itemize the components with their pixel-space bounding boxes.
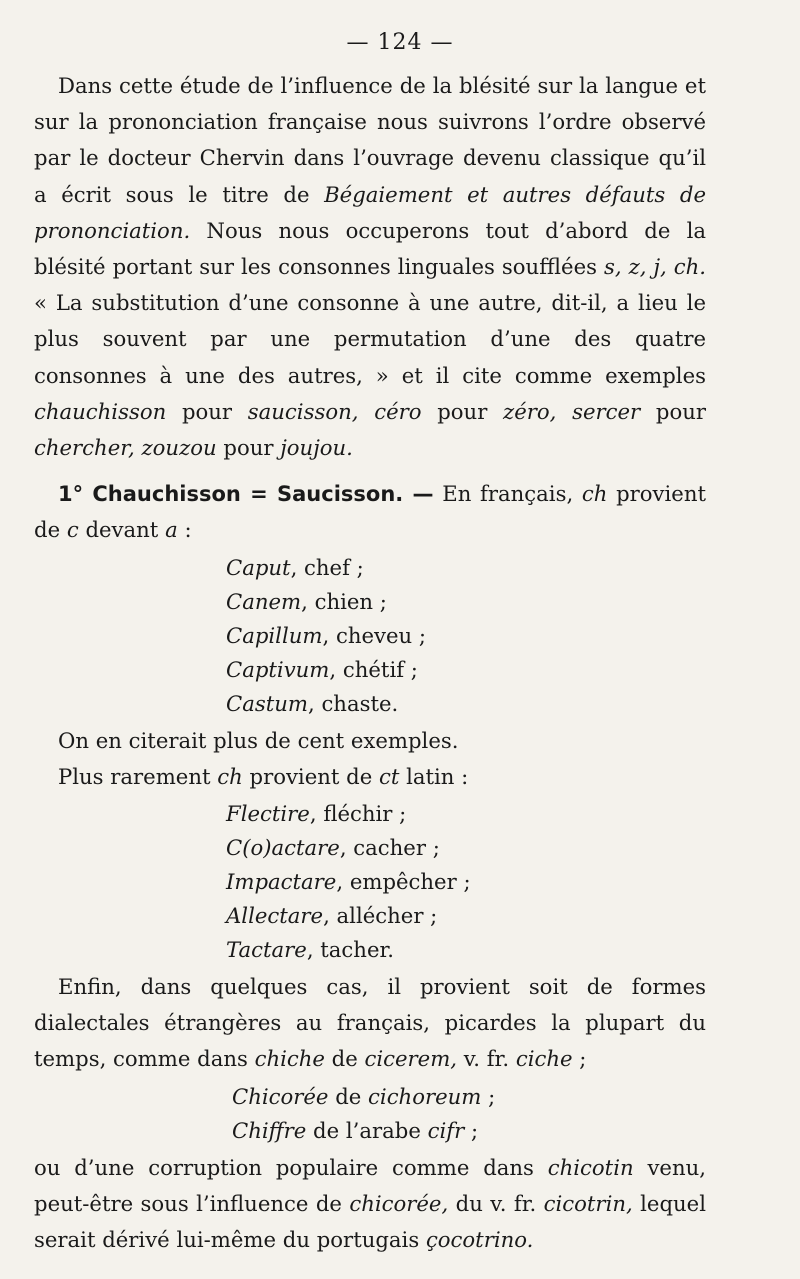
example-word: cicerem, [364,1046,458,1072]
example-word: cifr [427,1117,465,1143]
latin-word: Capillum [226,622,323,648]
latin-word: Caput [226,554,291,580]
section-paragraph [34,476,706,548]
example-word: joujou. [280,435,353,461]
example-line [232,1080,706,1114]
text-run: ; [481,1083,496,1109]
example-word: Chiffre [232,1117,307,1143]
letters: a [165,517,178,543]
example-word: zouzou [141,435,217,461]
example-word: chauchisson [34,398,167,424]
text-run: provient de [34,481,706,543]
example-line [226,619,706,653]
french-word: , chaste. [307,690,399,716]
example-line [226,551,706,585]
latin-word: Allectare [226,903,324,929]
latin-word: Canem [226,588,302,614]
example-word: chicorée, [349,1190,449,1216]
latin-word: Impactare [226,869,337,895]
text-run: ; [464,1117,479,1143]
example-line [226,797,706,831]
example-line [226,933,706,967]
letters: ch [581,481,608,507]
text-run: devant [78,517,166,543]
french-word: , cheveu ; [322,622,427,648]
text-run: latin : [399,763,469,789]
example-word: cicotrin, [543,1190,633,1216]
example-line [226,687,706,721]
text-run: du v. fr. [448,1190,544,1216]
text-run: venu, peut-être sous l’influence de [34,1154,706,1216]
text-run: v. fr. [457,1046,516,1072]
example-word: ciche [515,1046,573,1072]
example-word: saucisson, [247,398,359,424]
french-word: , allécher ; [323,903,438,929]
example-line [226,585,706,619]
section-heading: 1° Chauchisson = Saucisson. — [58,482,434,507]
text-run: provient de [242,763,379,789]
text-run [358,399,374,424]
example-word: chicotin [547,1154,634,1180]
example-word: sercer [572,398,641,424]
paragraph-dialect [34,969,706,1078]
text-run: Nous nous occuperons tout d’abord de la blésité portant sur les consonnes linguales soufflées [34,217,706,280]
page-number: — 124 — [346,30,454,55]
french-word: , chien ; [301,588,387,614]
paragraph-corruption [34,1150,706,1259]
letters: ct [378,763,400,789]
french-word: , chef ; [290,554,364,580]
example-line [226,865,706,899]
latin-word: Castum [226,690,308,716]
paragraph-ct [34,759,706,795]
example-word: cichoreum [368,1083,482,1109]
text-run: pour [166,398,248,424]
text-run: de [328,1083,369,1109]
text-run: Enfin, dans quelques cas, il provient soit de formes dialectales étrangères au français, picardes la plupart du temps, comme dans [34,974,706,1072]
text-run [135,435,142,460]
french-word: , chétif ; [329,656,418,682]
example-word: Chicorée [232,1083,329,1109]
book-title: Bégaiement et autres défauts de prononciation. [34,181,706,243]
example-list-3 [232,1080,706,1148]
latin-word: Captivum [226,656,330,682]
french-word: , tacher. [306,937,395,963]
paragraph-intro [34,68,706,466]
letters: c [66,517,79,543]
example-word: céro [374,398,422,424]
text-run: ou d’une corruption populaire comme dans [34,1154,548,1180]
text-run: Dans cette étude de l’influence de la blésité sur la langue et sur la prononciation française nous suivrons l’ordre observé par le docteur Chervin dans l’ouvrage devenu classique qu’il a écrit sous le titre de [34,73,706,207]
example-word: chiche [254,1046,325,1072]
text-run: : [177,517,192,543]
text-run [556,399,572,424]
french-word: , fléchir ; [309,801,407,827]
example-line [232,1114,706,1148]
example-line [226,899,706,933]
latin-word: Tactare [226,937,307,963]
example-word: çocotrino. [425,1227,534,1253]
page-body [34,68,706,1258]
text-run: de l’arabe [306,1117,428,1143]
example-line [226,653,706,687]
french-word: , empêcher ; [336,869,471,895]
text-run: Plus rarement [58,763,218,789]
text-run: pour [216,435,281,461]
example-word: zéro, [503,398,557,424]
consonants-list: s, z, j, ch. [603,254,706,280]
latin-word: Flectire [226,801,310,827]
french-word: , cacher ; [339,835,440,861]
example-list-2 [226,797,706,967]
text-run: de [324,1046,365,1072]
paragraph-count: On en citerait plus de cent exemples. [58,727,459,753]
example-word: chercher, [34,435,135,461]
text-run: ; [572,1046,587,1072]
text-run: pour [640,398,707,424]
example-list-1 [226,551,706,721]
text-run: pour [421,398,504,424]
example-line [226,831,706,865]
text-run: lequel serait dérivé lui-même du portugais [34,1190,706,1253]
latin-word: C(o)actare [226,835,340,861]
text-run: « La substitution d’une consonne à une autre, dit-il, a lieu le plus souvent par une permutation d’une des quatre consonnes à une des autres, » et il cite comme exemples [34,290,706,388]
text-run: En français, [433,481,582,507]
letters: ch [217,763,243,789]
